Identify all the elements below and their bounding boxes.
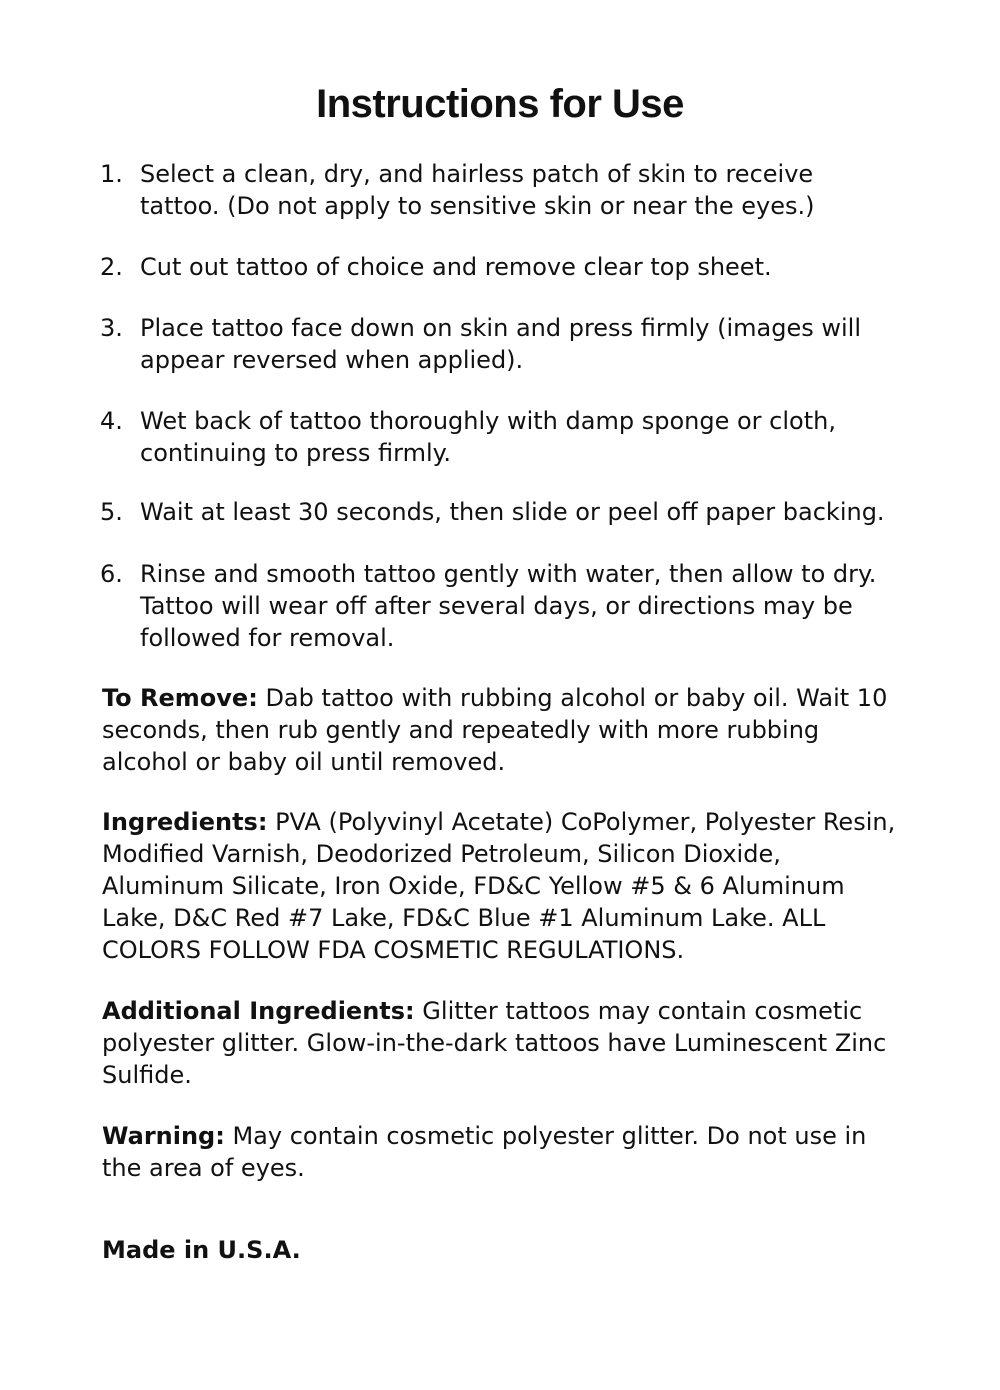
step-text: Wait at least 30 seconds, then slide or peel off paper backing. <box>140 498 885 526</box>
step-number: 2. <box>100 253 123 281</box>
removal-text: Dab tattoo with rubbing alcohol or baby oil. Wait 10 seconds, then rub gently and repeatedly with more rubbing alcohol or baby oil until removed. <box>102 684 888 776</box>
removal-label: To Remove: <box>102 684 258 712</box>
step-number: 3. <box>100 314 123 342</box>
additional-ingredients-text: Glitter tattoos may contain cosmetic polyester glitter. Glow-in-the-dark tattoos have Luminescent Zinc Sulfide. <box>102 997 887 1089</box>
step-number: 4. <box>100 407 123 435</box>
warning-section <box>102 1120 900 1184</box>
warning-text: May contain cosmetic polyester glitter. Do not use in the area of eyes. <box>102 1122 867 1182</box>
origin-note: Made in U.S.A. <box>102 1236 301 1264</box>
page-title: Instructions for Use <box>316 82 684 126</box>
step-text: Place tattoo face down on skin and press firmly (images will appear reversed when applied). <box>140 314 862 374</box>
ingredients-section <box>102 806 900 966</box>
additional-ingredients-section <box>102 995 900 1091</box>
warning-label: Warning: <box>102 1122 225 1150</box>
step-text: Wet back of tattoo thoroughly with damp sponge or cloth, continuing to press firmly. <box>140 407 836 467</box>
ingredients-label: Ingredients: <box>102 808 268 836</box>
step-text: Select a clean, dry, and hairless patch of skin to receive tattoo. (Do not apply to sensitive skin or near the eyes.) <box>140 160 815 220</box>
step-number: 5. <box>100 498 123 526</box>
step-text: Cut out tattoo of choice and remove clear top sheet. <box>140 253 772 281</box>
ingredients-text: PVA (Polyvinyl Acetate) CoPolymer, Polyester Resin, Modified Varnish, Deodorized Petroleum, Silicon Dioxide, Aluminum Silicate, Iron Oxide, FD&C Yellow #5 & 6 Aluminum Lake, D&C Red #7 Lake, FD&C Blue #1 Aluminum Lake. ALL COLORS FOLLOW FDA COSMETIC REGULATIONS. <box>102 808 896 964</box>
additional-ingredients-label: Additional Ingredients: <box>102 997 415 1025</box>
step-number: 6. <box>100 560 123 588</box>
step-number: 1. <box>100 160 123 188</box>
removal-section <box>102 682 900 778</box>
step-text: Rinse and smooth tattoo gently with water, then allow to dry. Tattoo will wear off after several days, or directions may be followed for removal. <box>140 560 877 652</box>
